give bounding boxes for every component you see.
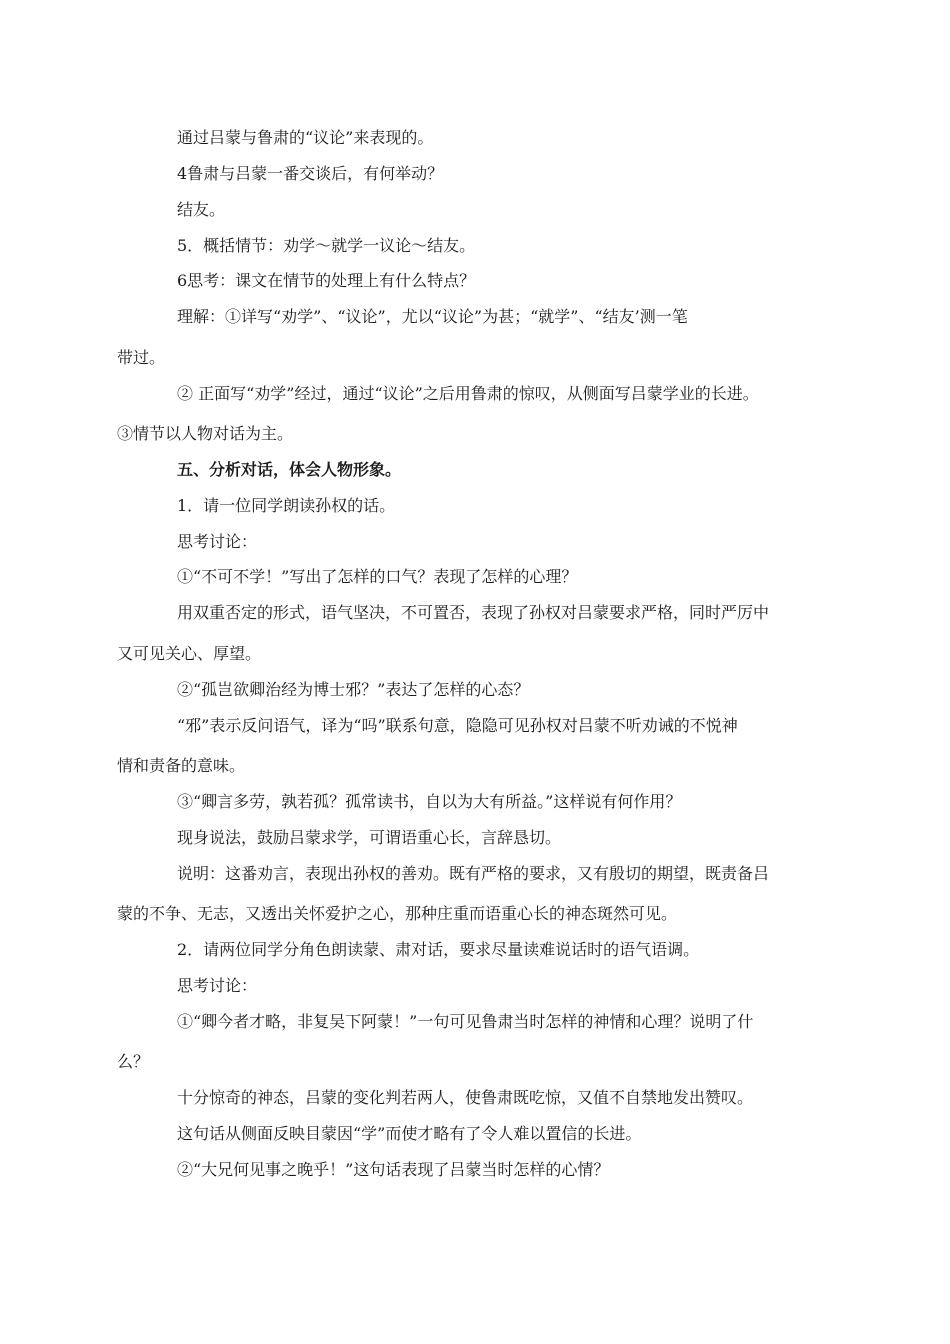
- text-line: 现身说法，鼓励吕蒙求学，可谓语重心长，言辞恳切。: [177, 828, 562, 847]
- text-line: 蒙的不争、无志，又透出关怀爱护之心，那种庄重而语重心长的神态斑然可见。: [117, 904, 678, 923]
- text-line: 情和责备的意味。: [117, 756, 246, 775]
- text-line: ②“孤岂欲卿治经为博士邪？”表达了怎样的心态？: [177, 680, 530, 699]
- text-line: 1．请一位同学朗读孙权的话。: [177, 496, 396, 515]
- text-line: 理解：①详写“劝学”、“议论”，尤以“议论”为甚；“就学”、“结友’测一笔: [177, 307, 688, 326]
- text-line: 思考讨论：: [177, 976, 258, 995]
- text-line: 么？: [117, 1052, 150, 1071]
- text-line: 这句话从侧面反映目蒙因“学”而使才略有了令人难以置信的长进。: [177, 1124, 642, 1143]
- text-line: ②“大兄何见事之晚乎！”这句话表现了吕蒙当时怎样的心情？: [177, 1160, 610, 1179]
- text-line: 2．请两位同学分角色朗读蒙、肃对话，要求尽量读难说话时的语气语调。: [177, 940, 700, 959]
- text-line: 结友。: [177, 200, 226, 219]
- text-line: 带过。: [117, 348, 166, 367]
- text-line: 4鲁肃与吕蒙一番交谈后，有何举动？: [177, 164, 444, 183]
- text-line: 思考讨论：: [177, 532, 258, 551]
- text-line: ② 正面写“劝学”经过，通过“议论”之后用鲁肃的惊叹，从侧面写吕蒙学业的长进。: [177, 384, 759, 403]
- section-heading: 五、分析对话，体会人物形象。: [177, 460, 402, 479]
- text-line: 6思考：课文在情节的处理上有什么特点？: [177, 271, 476, 290]
- text-line: ①“不可不学！”写出了怎样的口气？表现了怎样的心理？: [177, 567, 578, 586]
- text-line: 用双重否定的形式，语气坚决，不可置否，表现了孙权对吕蒙要求严格，同时严厉中: [177, 603, 770, 622]
- text-line: ③情节以人物对话为主。: [117, 424, 294, 443]
- text-line: 十分惊奇的神态，吕蒙的变化判若两人，使鲁肃既吃惊，又值不自禁地发出赞叹。: [177, 1088, 754, 1107]
- text-line: ③“卿言多劳，孰若孤？孤常读书，自以为大有所益。”这样说有何作用？: [177, 792, 682, 811]
- text-line: 通过吕蒙与鲁肃的“议论”来表现的。: [177, 128, 434, 147]
- text-line: “邪”表示反问语气，译为“吗”联系句意，隐隐可见孙权对吕蒙不听劝诫的不悦神: [177, 716, 738, 735]
- text-line: 又可见关心、厚望。: [117, 644, 262, 663]
- text-line: ①“卿今者才略，非复吴下阿蒙！”一句可见鲁肃当时怎样的神情和心理？说明了什: [177, 1012, 754, 1031]
- text-line: 说明：这番劝言，表现出孙权的善劝。既有严格的要求，又有殷切的期望，既责备吕: [177, 864, 770, 883]
- text-line: 5．概括情节：劝学～就学一议论～结友。: [177, 236, 476, 255]
